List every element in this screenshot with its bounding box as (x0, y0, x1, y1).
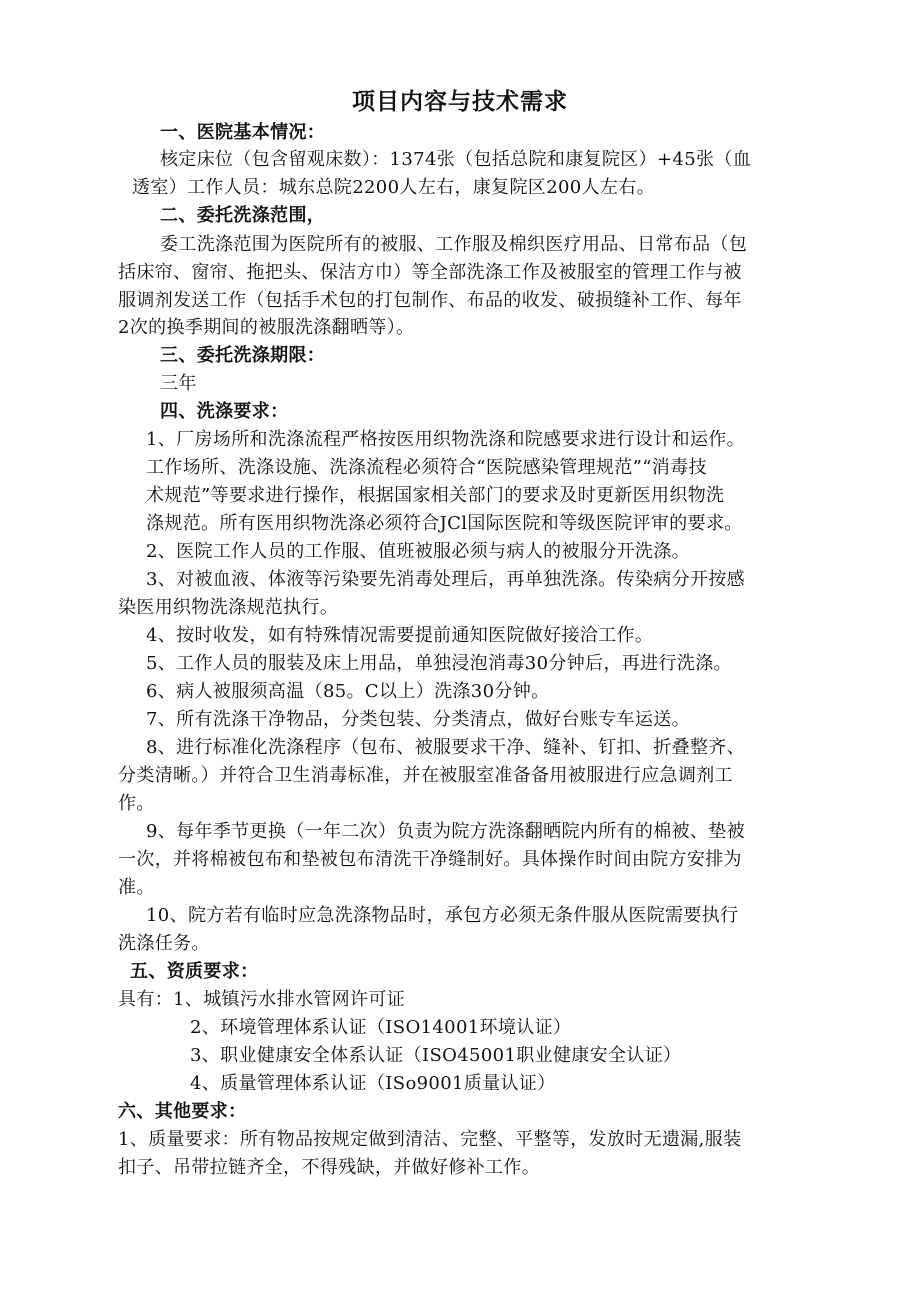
requirement-line: 一次，并将棉被包布和垫被包布清洗干净缝制好。具体操作时间由院方安排为 (118, 849, 742, 870)
requirement-line: 10、院方若有临时应急洗涤物品时，承包方必须无条件服从医院需要执行 (146, 905, 739, 926)
section-heading-other-requirements: 六、其他要求： (118, 1101, 247, 1122)
paragraph-line: 服调剂发送工作（包括手术包的打包制作、布品的收发、破损缝补工作、每年 (118, 290, 742, 311)
document-title: 项目内容与技术需求 (352, 89, 568, 115)
requirement-line: 2、医院工作人员的工作服、值班被服必须与病人的被服分开洗涤。 (146, 541, 690, 562)
requirement-line: 4、按时收发，如有特殊情况需要提前通知医院做好接洽工作。 (146, 625, 654, 646)
paragraph-line: 透室）工作人员：城东总院2200人左右，康复院区200人左右。 (132, 177, 656, 198)
other-requirement-line: 扣子、吊带拉链齐全，不得残缺，并做好修补工作。 (118, 1157, 541, 1178)
requirement-line: 作。 (118, 793, 155, 814)
qualification-line: 具有：1、城镇污水排水管网许可证 (118, 989, 406, 1010)
section-heading-washing-period: 三、委托洗涤期限： (160, 345, 326, 366)
section-heading-qualifications: 五、资质要求： (130, 961, 259, 982)
requirement-line: 洗涤任务。 (118, 933, 210, 954)
section-heading-washing-scope: 二、委托洗涤范围， (160, 205, 326, 226)
requirement-line: 6、病人被服须高温（85。C以上）洗涤30分钟。 (146, 681, 550, 702)
requirement-line: 术规范”等要求进行操作，根据国家相关部门的要求及时更新医用织物洗 (146, 485, 725, 506)
requirement-line: 工作场所、洗涤设施、洗涤流程必须符合“医院感染管理规范”“消毒技 (146, 457, 707, 478)
requirement-line: 5、工作人员的服装及床上用品，单独浸泡消毒30分钟后，再进行洗涤。 (146, 653, 732, 674)
requirement-line: 分类清晰。）并符合卫生消毒标准，并在被服室准备备用被服进行应急调剂工 (118, 765, 733, 786)
requirement-line: 3、对被血液、体液等污染要先消毒处理后，再单独洗涤。传染病分开按感 (146, 569, 745, 590)
qualification-line: 2、环境管理体系认证（ISO14001环境认证） (190, 1017, 572, 1038)
requirement-line: 7、所有洗涤干净物品，分类包装、分类清点，做好台账专车运送。 (146, 709, 690, 730)
other-requirement-line: 1、质量要求：所有物品按规定做到清洁、完整、平整等，发放时无遗漏,服装 (118, 1129, 742, 1150)
requirement-line: 染医用织物洗涤规范执行。 (118, 597, 339, 618)
requirement-line: 9、每年季节更换（一年二次）负责为院方洗涤翻晒院内所有的棉被、垫被 (146, 821, 745, 842)
requirement-line: 8、进行标准化洗涤程序（包布、被服要求干净、缝补、钉扣、折叠整齐、 (146, 737, 745, 758)
requirement-line: 准。 (118, 877, 155, 898)
section-heading-washing-requirements: 四、洗涤要求： (160, 401, 289, 422)
qualification-line: 3、职业健康安全体系认证（ISO45001职业健康安全认证） (190, 1045, 682, 1066)
requirement-line: 涤规范。所有医用织物洗涤必须符合JCl国际医院和等级医院评审的要求。 (146, 513, 743, 534)
requirement-line: 1、厂房场所和洗涤流程严格按医用织物洗涤和院感要求进行设计和运作。 (146, 429, 745, 450)
paragraph-line: 核定床位（包含留观床数）：1374张（包括总院和康复院区）+45张（血 (160, 149, 752, 170)
paragraph-line: 括床帘、窗帘、拖把头、保洁方巾）等全部洗涤工作及被服室的管理工作与被 (118, 262, 742, 283)
paragraph-line: 三年 (160, 373, 197, 394)
paragraph-line: 委工洗涤范围为医院所有的被服、工作服及棉织医疗用品、日常布品（包 (160, 234, 748, 255)
paragraph-line: 2次的换季期间的被服洗涤翻晒等）。 (118, 317, 415, 338)
qualification-line: 4、质量管理体系认证（ISo9001质量认证） (190, 1073, 556, 1094)
section-heading-hospital-info: 一、医院基本情况： (160, 122, 326, 143)
